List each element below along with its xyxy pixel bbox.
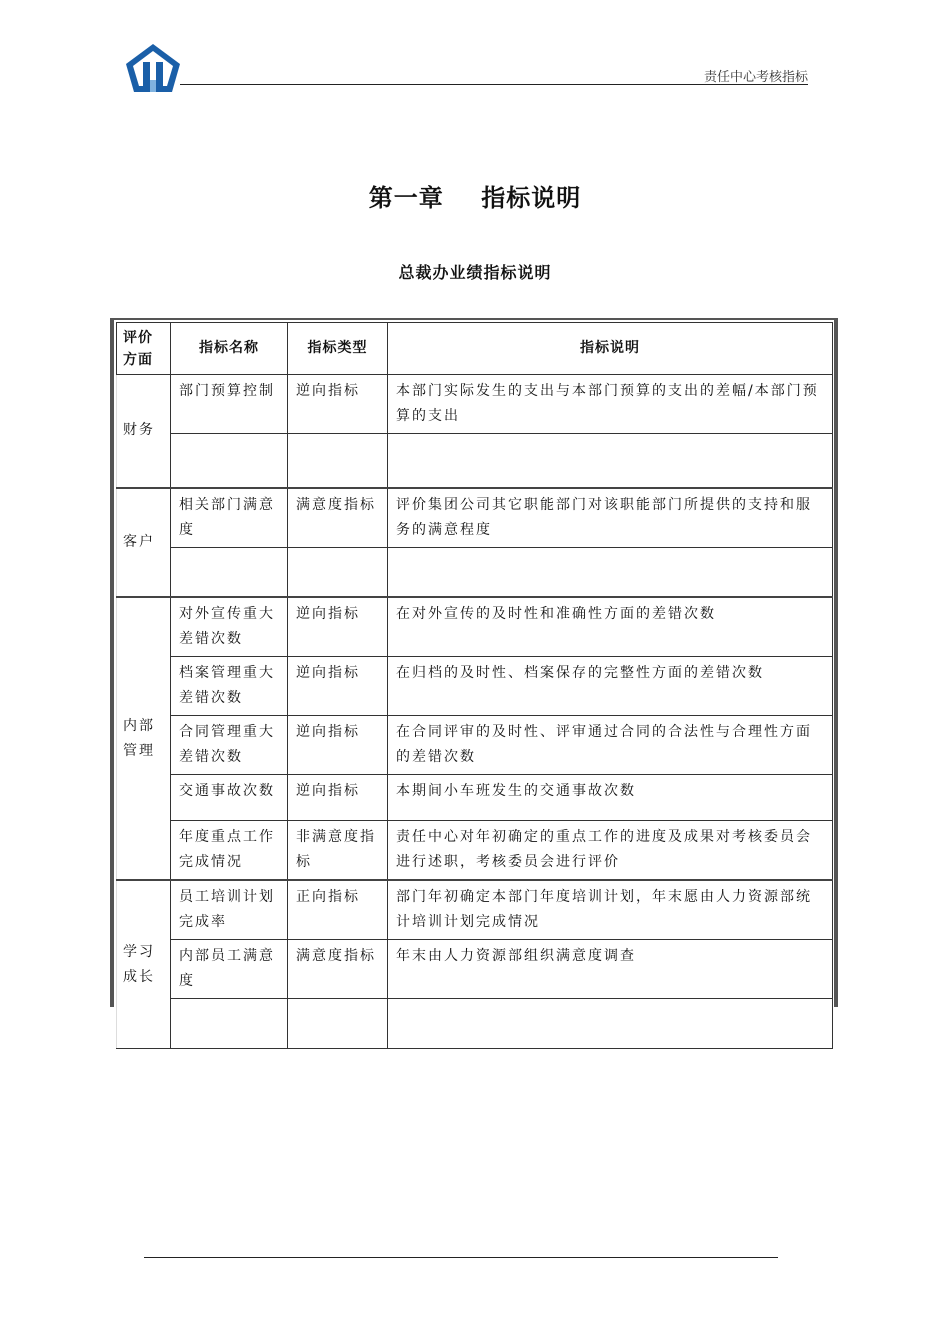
table-row: [117, 547, 833, 597]
indicator-name: [171, 547, 288, 597]
indicator-description: 部门年初确定本部门年度培训计划，年末愿由人力资源部统计培训计划完成情况: [388, 880, 833, 940]
indicator-name: [171, 999, 288, 1049]
indicator-name: 合同管理重大差错次数: [171, 716, 288, 775]
indicator-name: 年度重点工作完成情况: [171, 821, 288, 881]
table-header-row: [117, 323, 833, 375]
indicator-name: 档案管理重大差错次数: [171, 657, 288, 716]
table-row: [117, 940, 833, 999]
dimension-customer: 客户: [117, 488, 171, 598]
table-row: [117, 716, 833, 775]
dimension-internal-management: 内部管理: [117, 597, 171, 880]
table-row: [117, 821, 833, 881]
indicator-name: 员工培训计划完成率: [171, 880, 288, 940]
indicator-type: 逆向指标: [288, 716, 388, 775]
company-house-logo-icon: [124, 42, 182, 96]
indicator-type: [288, 434, 388, 488]
indicator-description: 本部门实际发生的支出与本部门预算的支出的差幅/本部门预算的支出: [388, 375, 833, 434]
table-border-left: [110, 318, 114, 1007]
header-description: 指标说明: [388, 323, 833, 375]
indicator-description: [388, 547, 833, 597]
indicator-name: 对外宣传重大差错次数: [171, 597, 288, 657]
indicator-description: 本期间小车班发生的交通事故次数: [388, 775, 833, 821]
indicator-type: 逆向指标: [288, 775, 388, 821]
header-title: 责任中心考核指标: [703, 70, 808, 85]
table-row: [117, 880, 833, 940]
header-name: 指标名称: [171, 323, 288, 375]
indicator-description: 在归档的及时性、档案保存的完整性方面的差错次数: [388, 657, 833, 716]
indicator-type: 满意度指标: [288, 488, 388, 548]
indicator-description: [388, 434, 833, 488]
table-border-top: [110, 318, 838, 320]
dimension-finance: 财务: [117, 375, 171, 488]
indicator-type: [288, 999, 388, 1049]
dimension-learning-growth: 学习成长: [117, 880, 171, 1049]
indicator-description: 评价集团公司其它职能部门对该职能部门所提供的支持和服务的满意程度: [388, 488, 833, 548]
indicator-type: [288, 547, 388, 597]
chapter-title: 第一章 指标说明: [368, 184, 582, 212]
indicator-description: 在合同评审的及时性、评审通过合同的合法性与合理性方面的差错次数: [388, 716, 833, 775]
kpi-table-frame: [110, 318, 838, 1007]
header-type: 指标类型: [288, 323, 388, 375]
indicator-type: 逆向指标: [288, 375, 388, 434]
section-title: 总裁办业绩指标说明: [398, 263, 552, 282]
indicator-description: 在对外宣传的及时性和准确性方面的差错次数: [388, 597, 833, 657]
table-border-right: [834, 318, 838, 1007]
indicator-name: 交通事故次数: [171, 775, 288, 821]
table-row: [117, 657, 833, 716]
table-row: [117, 597, 833, 657]
indicator-name: [171, 434, 288, 488]
header-dimension: 评价方面: [117, 323, 171, 375]
table-row: [117, 775, 833, 821]
table-row: [117, 434, 833, 488]
indicator-type: 正向指标: [288, 880, 388, 940]
indicator-description: 年末由人力资源部组织满意度调查: [388, 940, 833, 999]
table-row: [117, 488, 833, 548]
kpi-table: [116, 322, 833, 1049]
indicator-type: 非满意度指标: [288, 821, 388, 881]
indicator-description: [388, 999, 833, 1049]
indicator-name: 相关部门满意度: [171, 488, 288, 548]
indicator-type: 逆向指标: [288, 657, 388, 716]
table-row: [117, 999, 833, 1049]
company-logo: [124, 42, 182, 96]
indicator-name: 内部员工满意度: [171, 940, 288, 999]
table-row: [117, 375, 833, 434]
footer-rule: [144, 1257, 778, 1258]
indicator-name: 部门预算控制: [171, 375, 288, 434]
indicator-description: 责任中心对年初确定的重点工作的进度及成果对考核委员会进行述职，考核委员会进行评价: [388, 821, 833, 881]
indicator-type: 满意度指标: [288, 940, 388, 999]
indicator-type: 逆向指标: [288, 597, 388, 657]
